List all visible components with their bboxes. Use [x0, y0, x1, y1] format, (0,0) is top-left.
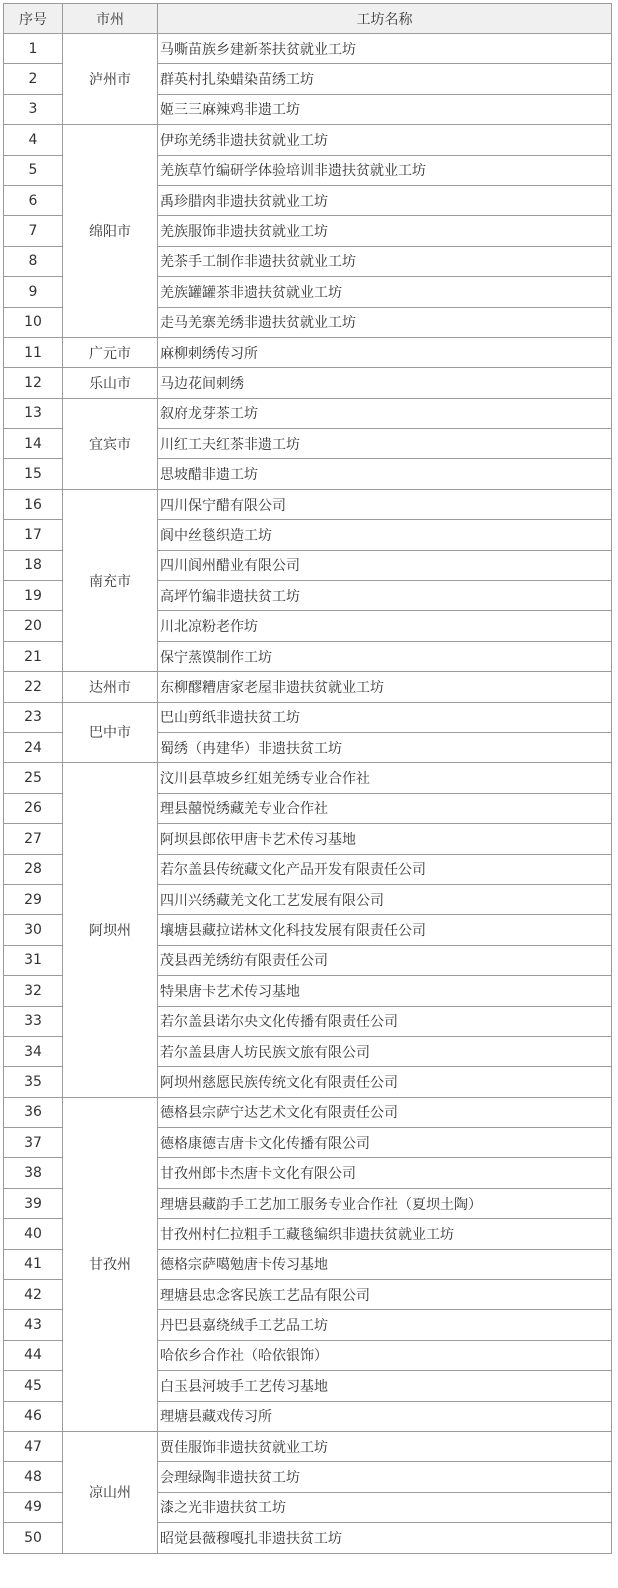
workshop-name-cell: 理塘县忠念客民族工艺品有限公司	[158, 1280, 612, 1310]
workshop-name-cell: 德格县宗萨宁达艺术文化有限责任公司	[158, 1097, 612, 1127]
workshop-name-cell: 马边花间刺绣	[158, 368, 612, 398]
row-index: 3	[4, 94, 63, 124]
workshop-name-cell: 昭觉县薇穆嘎扎非遗扶贫工坊	[158, 1523, 612, 1553]
workshop-name-cell: 阿坝州慈愿民族传统文化有限责任公司	[158, 1067, 612, 1097]
row-index: 34	[4, 1036, 63, 1066]
workshop-name-cell: 羌茶手工制作非遗扶贫就业工坊	[158, 246, 612, 276]
table-row	[4, 1097, 612, 1127]
workshop-name-cell: 茂县西羌绣纺有限责任公司	[158, 945, 612, 975]
row-index: 23	[4, 702, 63, 732]
workshop-name-cell: 伊珎羌绣非遗扶贫就业工坊	[158, 125, 612, 155]
table-row	[4, 763, 612, 793]
row-index: 49	[4, 1492, 63, 1522]
table-body	[4, 34, 612, 1554]
row-index: 45	[4, 1371, 63, 1401]
workshop-name-cell: 思坡醋非遗工坊	[158, 459, 612, 489]
table-row	[4, 337, 612, 367]
header-row	[4, 4, 612, 34]
workshop-name-cell: 四川保宁醋有限公司	[158, 489, 612, 519]
row-index: 6	[4, 185, 63, 215]
workshop-name-cell: 四川阆州醋业有限公司	[158, 550, 612, 580]
row-index: 11	[4, 337, 63, 367]
header-index: 序号	[4, 4, 63, 34]
workshop-name-cell: 哈依乡合作社（哈依银饰）	[158, 1340, 612, 1370]
city-cell: 乐山市	[63, 368, 158, 398]
workshop-name-cell: 白玉县河坡手工艺传习基地	[158, 1371, 612, 1401]
city-cell: 广元市	[63, 337, 158, 367]
row-index: 19	[4, 581, 63, 611]
row-index: 35	[4, 1067, 63, 1097]
row-index: 50	[4, 1523, 63, 1553]
workshop-name-cell: 四川兴绣藏羌文化工艺发展有限公司	[158, 884, 612, 914]
row-index: 48	[4, 1462, 63, 1492]
row-index: 25	[4, 763, 63, 793]
row-index: 44	[4, 1340, 63, 1370]
row-index: 39	[4, 1188, 63, 1218]
row-index: 27	[4, 824, 63, 854]
row-index: 12	[4, 368, 63, 398]
workshop-name-cell: 壤塘县藏拉诺林文化科技发展有限责任公司	[158, 915, 612, 945]
row-index: 1	[4, 34, 63, 64]
row-index: 17	[4, 520, 63, 550]
row-index: 30	[4, 915, 63, 945]
workshop-name-cell: 汶川县草坡乡红姐羌绣专业合作社	[158, 763, 612, 793]
row-index: 28	[4, 854, 63, 884]
workshop-name-cell: 甘孜州村仁拉粗手工藏毯编织非遗扶贫就业工坊	[158, 1219, 612, 1249]
row-index: 18	[4, 550, 63, 580]
workshop-name-cell: 群英村扎染蜡染苗绣工坊	[158, 64, 612, 94]
row-index: 36	[4, 1097, 63, 1127]
row-index: 46	[4, 1401, 63, 1431]
workshop-name-cell: 高坪竹编非遗扶贫工坊	[158, 581, 612, 611]
table-row	[4, 489, 612, 519]
header-city: 市州	[63, 4, 158, 34]
workshop-name-cell: 若尔盖县传统藏文化产品开发有限责任公司	[158, 854, 612, 884]
header-workshop-name: 工坊名称	[158, 4, 612, 34]
workshop-name-cell: 理塘县藏戏传习所	[158, 1401, 612, 1431]
workshop-name-cell: 姬三三麻辣鸡非遗工坊	[158, 94, 612, 124]
workshop-name-cell: 若尔盖县诺尔央文化传播有限责任公司	[158, 1006, 612, 1036]
row-index: 13	[4, 398, 63, 428]
row-index: 15	[4, 459, 63, 489]
row-index: 21	[4, 641, 63, 671]
row-index: 40	[4, 1219, 63, 1249]
row-index: 7	[4, 216, 63, 246]
workshop-name-cell: 理塘县藏韵手工艺加工服务专业合作社（夏坝土陶）	[158, 1188, 612, 1218]
workshop-name-cell: 叙府龙芽茶工坊	[158, 398, 612, 428]
row-index: 24	[4, 732, 63, 762]
workshop-name-cell: 川红工夫红茶非遗工坊	[158, 429, 612, 459]
row-index: 26	[4, 793, 63, 823]
workshop-name-cell: 马嘶苗族乡建新茶扶贫就业工坊	[158, 34, 612, 64]
row-index: 41	[4, 1249, 63, 1279]
workshop-name-cell: 阿坝县郎依甲唐卡艺术传习基地	[158, 824, 612, 854]
row-index: 5	[4, 155, 63, 185]
city-cell: 达州市	[63, 672, 158, 702]
row-index: 32	[4, 976, 63, 1006]
workshop-name-cell: 东柳醪糟唐家老屋非遗扶贫就业工坊	[158, 672, 612, 702]
workshop-name-cell: 德格康德吉唐卡文化传播有限公司	[158, 1128, 612, 1158]
row-index: 43	[4, 1310, 63, 1340]
row-index: 42	[4, 1280, 63, 1310]
city-cell: 绵阳市	[63, 125, 158, 338]
table-row	[4, 702, 612, 732]
row-index: 37	[4, 1128, 63, 1158]
workshop-name-cell: 巴山剪纸非遗扶贫工坊	[158, 702, 612, 732]
row-index: 31	[4, 945, 63, 975]
city-cell: 凉山州	[63, 1431, 158, 1553]
workshop-name-cell: 甘孜州郎卡杰唐卡文化有限公司	[158, 1158, 612, 1188]
workshop-name-cell: 丹巴县嘉绕绒手工艺品工坊	[158, 1310, 612, 1340]
city-cell: 南充市	[63, 489, 158, 671]
table-row	[4, 125, 612, 155]
workshop-name-cell: 阆中丝毯织造工坊	[158, 520, 612, 550]
row-index: 2	[4, 64, 63, 94]
table-row	[4, 672, 612, 702]
workshop-name-cell: 羌族服饰非遗扶贫就业工坊	[158, 216, 612, 246]
row-index: 16	[4, 489, 63, 519]
row-index: 33	[4, 1006, 63, 1036]
table-row	[4, 368, 612, 398]
workshop-name-cell: 特果唐卡艺术传习基地	[158, 976, 612, 1006]
row-index: 47	[4, 1431, 63, 1461]
workshop-name-cell: 禹珍腊肉非遗扶贫就业工坊	[158, 185, 612, 215]
row-index: 4	[4, 125, 63, 155]
workshop-name-cell: 若尔盖县唐人坊民族文旅有限公司	[158, 1036, 612, 1066]
row-index: 20	[4, 611, 63, 641]
workshop-name-cell: 会理绿陶非遗扶贫工坊	[158, 1462, 612, 1492]
row-index: 22	[4, 672, 63, 702]
row-index: 8	[4, 246, 63, 276]
row-index: 29	[4, 884, 63, 914]
workshop-name-cell: 理县囍悦绣藏羌专业合作社	[158, 793, 612, 823]
row-index: 38	[4, 1158, 63, 1188]
workshop-name-cell: 保宁蒸馍制作工坊	[158, 641, 612, 671]
city-cell: 阿坝州	[63, 763, 158, 1097]
workshop-name-cell: 羌族草竹编研学体验培训非遗扶贫就业工坊	[158, 155, 612, 185]
city-cell: 巴中市	[63, 702, 158, 763]
city-cell: 甘孜州	[63, 1097, 158, 1431]
workshop-name-cell: 漆之光非遗扶贫工坊	[158, 1492, 612, 1522]
workshop-name-cell: 走马羌寨羌绣非遗扶贫就业工坊	[158, 307, 612, 337]
table-row	[4, 398, 612, 428]
city-cell: 宜宾市	[63, 398, 158, 489]
workshop-name-cell: 羌族罐罐茶非遗扶贫就业工坊	[158, 277, 612, 307]
city-cell: 泸州市	[63, 34, 158, 125]
table-row	[4, 34, 612, 64]
table-row	[4, 1431, 612, 1461]
workshop-name-cell: 川北凉粉老作坊	[158, 611, 612, 641]
workshop-name-cell: 德格宗萨噶勉唐卡传习基地	[158, 1249, 612, 1279]
row-index: 14	[4, 429, 63, 459]
row-index: 9	[4, 277, 63, 307]
row-index: 10	[4, 307, 63, 337]
workshop-name-cell: 蜀绣（冉建华）非遗扶贫工坊	[158, 732, 612, 762]
workshop-table	[3, 3, 612, 1554]
workshop-name-cell: 麻柳刺绣传习所	[158, 337, 612, 367]
workshop-name-cell: 贾佳服饰非遗扶贫就业工坊	[158, 1431, 612, 1461]
